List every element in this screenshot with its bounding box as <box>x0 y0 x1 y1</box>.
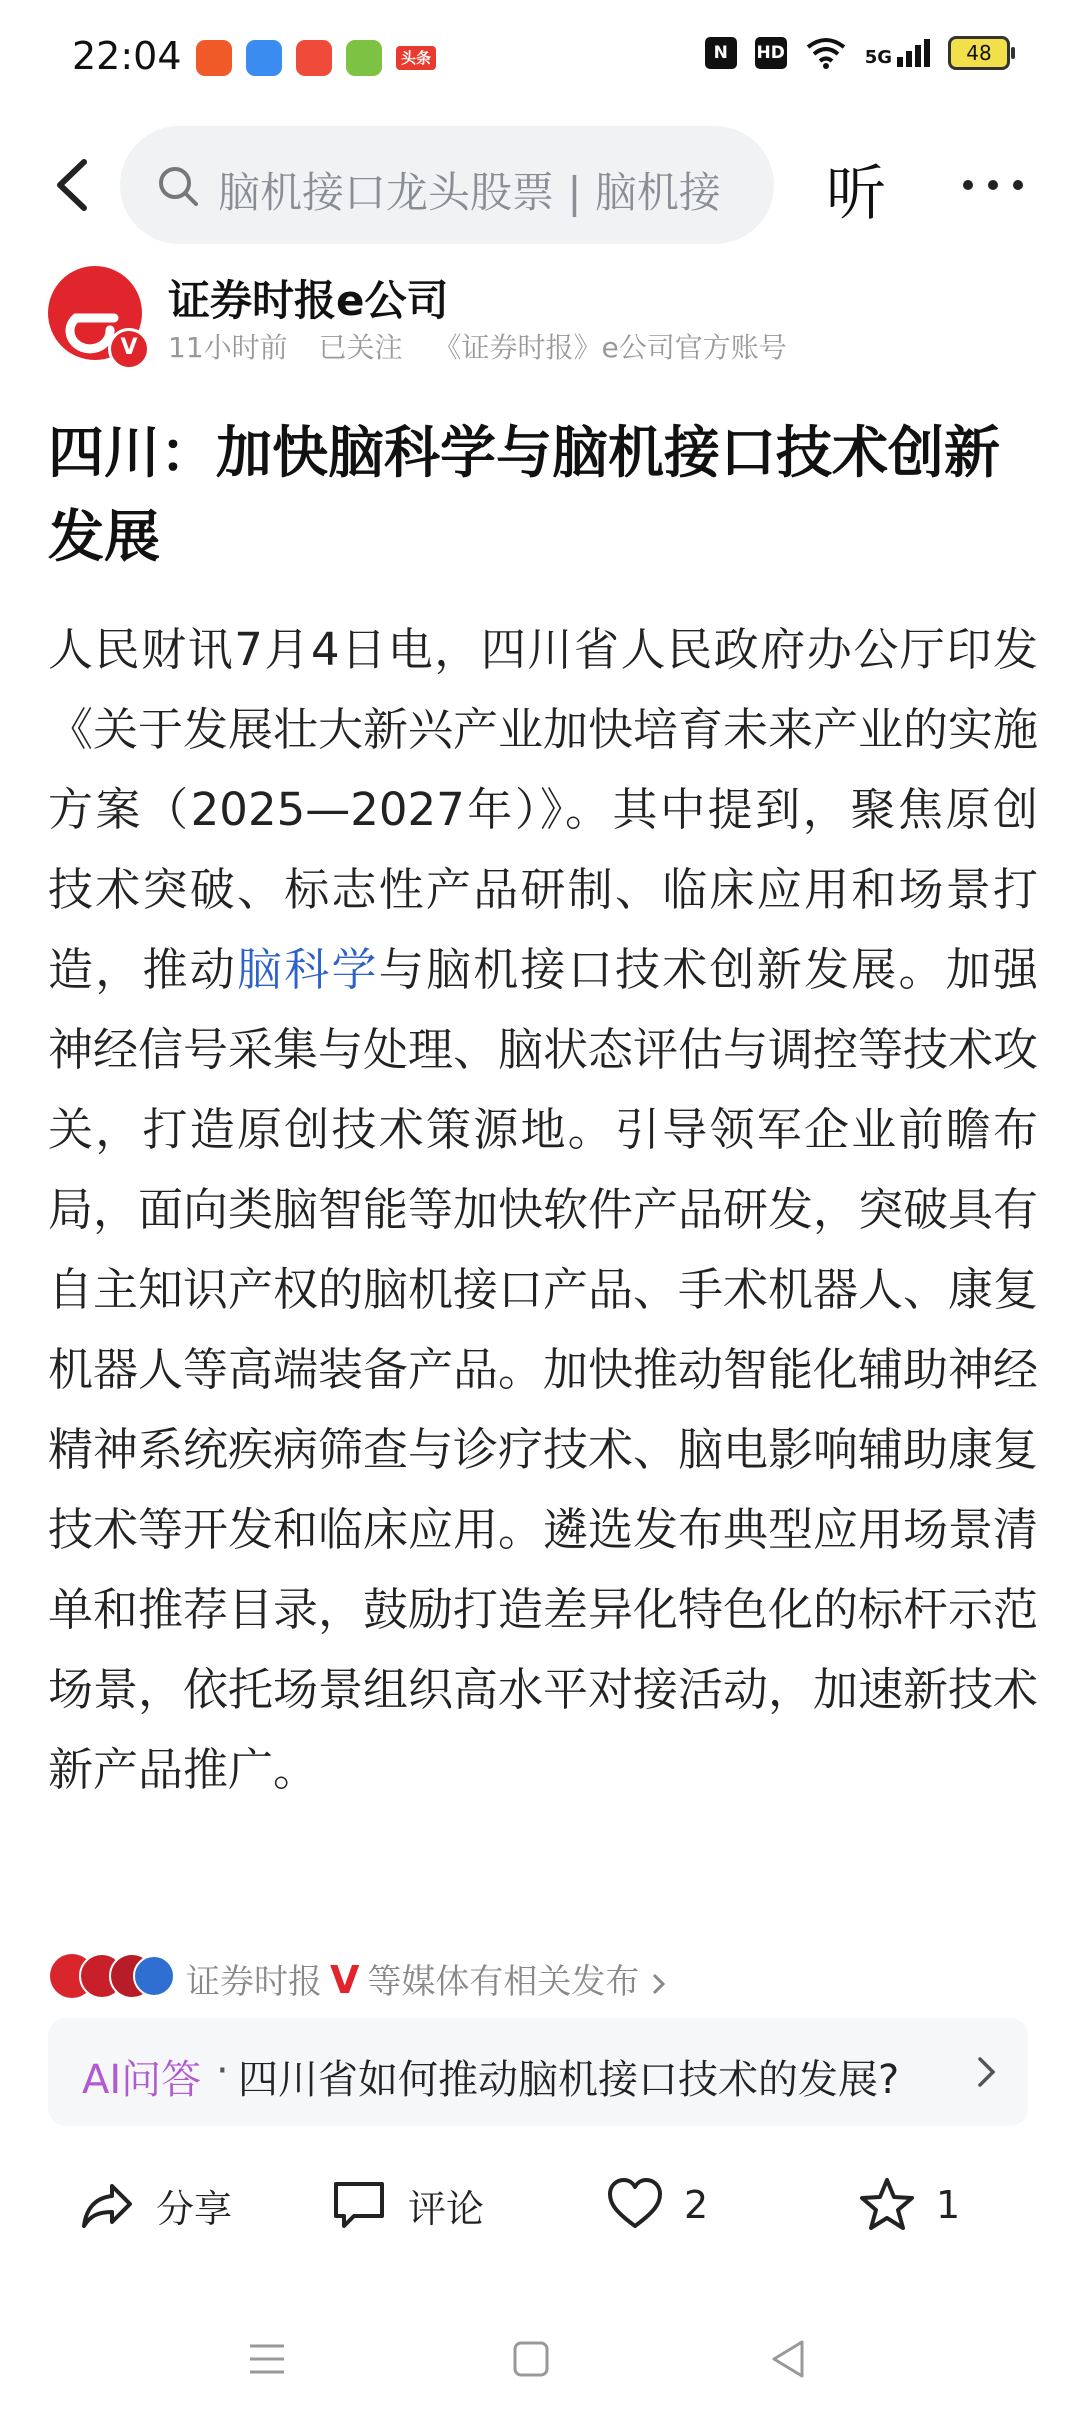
toutiao-app-icon: 头条 <box>396 46 436 70</box>
status-time: 22:04 <box>72 34 182 78</box>
follow-status[interactable]: 已关注 <box>318 331 403 364</box>
home-icon[interactable] <box>506 2334 556 2384</box>
chevron-right-icon <box>650 1971 668 1997</box>
author-meta <box>168 326 809 366</box>
ai-qa-label: AI问答 <box>82 2057 202 2103</box>
battery-icon: 48 <box>948 36 1010 70</box>
favorite-count: 1 <box>936 2183 961 2227</box>
media-logos-icon <box>48 1952 176 2000</box>
favorite-button[interactable] <box>858 2170 960 2240</box>
related-media-text <box>186 1954 668 2003</box>
status-bar <box>0 0 1080 120</box>
notification-app-icons <box>196 40 436 76</box>
ai-qa-card[interactable] <box>48 2018 1028 2126</box>
star-icon <box>858 2176 916 2234</box>
search-query: 脑机接口龙头股票 | 脑机接 <box>218 168 721 217</box>
verified-badge: V <box>108 328 150 370</box>
back-icon[interactable] <box>40 150 110 220</box>
share-button[interactable] <box>78 2170 232 2240</box>
more-icon[interactable] <box>958 160 1028 210</box>
search-bar[interactable] <box>120 126 774 244</box>
heart-icon <box>606 2176 664 2234</box>
menu-icon[interactable] <box>242 2334 292 2384</box>
youku-app-icon <box>346 40 382 76</box>
listen-button[interactable]: 听 <box>826 159 886 229</box>
ai-qa-separator: · <box>216 2048 229 2094</box>
share-label: 分享 <box>156 2186 233 2231</box>
author-description: 《证券时报》e公司官方账号 <box>433 331 787 364</box>
feishu-app-icon <box>196 40 232 76</box>
article-title: 四川：加快脑科学与脑机接口技术创新发展 <box>48 421 1000 570</box>
verified-v-icon: V <box>330 1958 360 2002</box>
nfc-icon: N <box>705 37 737 69</box>
related-suffix: 等媒体有相关发布 <box>367 1962 640 2002</box>
network-type: 5G <box>864 47 892 68</box>
ai-qa-question: 四川省如何推动脑机接口技术的发展? <box>238 2057 900 2103</box>
wifi-icon <box>805 37 847 69</box>
share-icon <box>78 2176 136 2234</box>
comment-label: 评论 <box>408 2186 485 2231</box>
chevron-right-icon <box>974 2054 1000 2090</box>
top-bar <box>0 120 1080 250</box>
like-count: 2 <box>684 2183 709 2227</box>
comment-icon <box>330 2176 388 2234</box>
signal-icon <box>865 39 930 67</box>
like-button[interactable] <box>606 2170 708 2240</box>
status-indicators <box>705 36 1010 70</box>
bluebird-app-icon <box>246 40 282 76</box>
action-bar <box>0 2150 1080 2260</box>
article-keyword-link[interactable]: 脑科学 <box>237 943 379 996</box>
author-header[interactable] <box>48 266 1048 366</box>
video-app-icon <box>296 40 332 76</box>
back-nav-icon[interactable] <box>764 2334 814 2384</box>
comment-button[interactable] <box>330 2170 484 2240</box>
author-name[interactable]: 证券时报e公司 <box>168 276 449 325</box>
post-time: 11小时前 <box>168 331 288 364</box>
hd-icon: HD <box>755 37 787 69</box>
related-source: 证券时报 <box>186 1962 322 2002</box>
search-icon <box>156 164 200 208</box>
system-nav-bar <box>0 2300 1080 2412</box>
article-body <box>48 610 1038 1810</box>
article-body-part1: 人民财讯7月4日电，四川省人民政府办公厅印发《关于发展壮大新兴产业加快培育未来产业的实施方案（2025—2027年）》。其中提到，聚焦原创技术突破、标志性产品研制、临床应用和场景打造，推动 <box>48 623 1039 996</box>
article-body-part2: 与脑机接口技术创新发展。加强神经信号采集与处理、脑状态评估与调控等技术攻关，打造原创技术策源地。引导领军企业前瞻布局，面向类脑智能等加快软件产品研发，突破具有自主知识产权的脑机接口产品、手术机器人、康复机器人等高端装备产品。加快推动智能化辅助神经精神系统疾病筛查与诊疗技术、脑电影响辅助康复技术等开发和临床应用。遴选发布典型应用场景清单和推荐目录，鼓励打造差异化特色化的标杆示范场景，依托场景组织高水平对接活动，加速新技术新产品推广。 <box>48 943 1039 1796</box>
related-media-row[interactable] <box>48 1948 1048 2008</box>
